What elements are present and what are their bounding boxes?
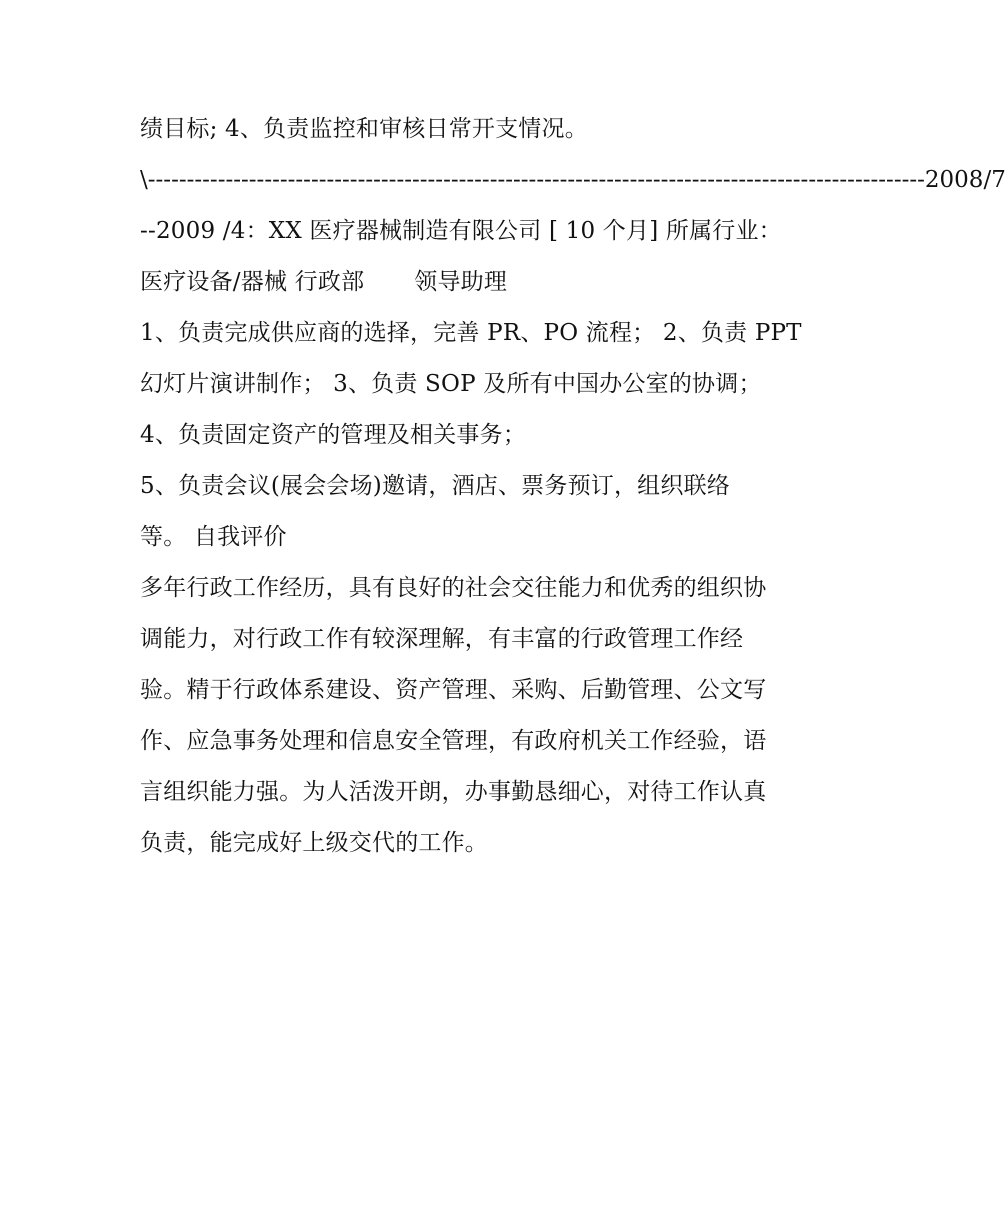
text-line-eval-6: 负责，能完成好上级交代的工作。 [140, 830, 488, 856]
industry-line [140, 257, 820, 308]
industry-value: 医疗设备/器械 [140, 269, 288, 295]
text-line-duty-5: 等。 自我评价 [140, 524, 287, 550]
text-line-1: 绩目标; 4、负责监控和审核日常开支情况。 [140, 116, 588, 142]
separator-date: 2008/7 [924, 167, 1006, 193]
text-line-duty-1: 1、负责完成供应商的选择，完善 PR、PO 流程； 2、负责 PPT [140, 320, 802, 346]
department-value: 行政部 [294, 269, 365, 295]
text-line-eval-3: 验。精于行政体系建设、资产管理、采购、后勤管理、公文写 [140, 677, 767, 703]
text-line-duty-2: 幻灯片演讲制作； 3、负责 SOP 及所有中国办公室的协调； [140, 371, 762, 397]
text-line-eval-1: 多年行政工作经历，具有良好的社会交往能力和优秀的组织协 [140, 575, 767, 601]
text-line-eval-5: 言组织能力强。为人活泼开朗，办事勤恳细心，对待工作认真 [140, 779, 767, 805]
document-body [140, 104, 1006, 869]
separator-dashes: ---------------------------------------------------------------------------------------------------- [147, 167, 925, 193]
text-line-duty-4: 5、负责会议(展会会场)邀请，酒店、票务预订，组织联络 [140, 473, 730, 499]
text-line-duty-3: 4、负责固定资产的管理及相关事务； [140, 422, 527, 448]
text-line-company: --2009 /4：XX 医疗器械制造有限公司 [ 10 个月] 所属行业： [140, 218, 782, 244]
separator-prefix: \ [140, 167, 148, 193]
date-separator-line [140, 155, 1006, 206]
text-line-eval-2: 调能力，对行政工作有较深理解，有丰富的行政管理工作经 [140, 626, 744, 652]
position-value: 领导助理 [414, 269, 508, 295]
text-line-eval-4: 作、应急事务处理和信息安全管理，有政府机关工作经验，语 [140, 728, 767, 754]
